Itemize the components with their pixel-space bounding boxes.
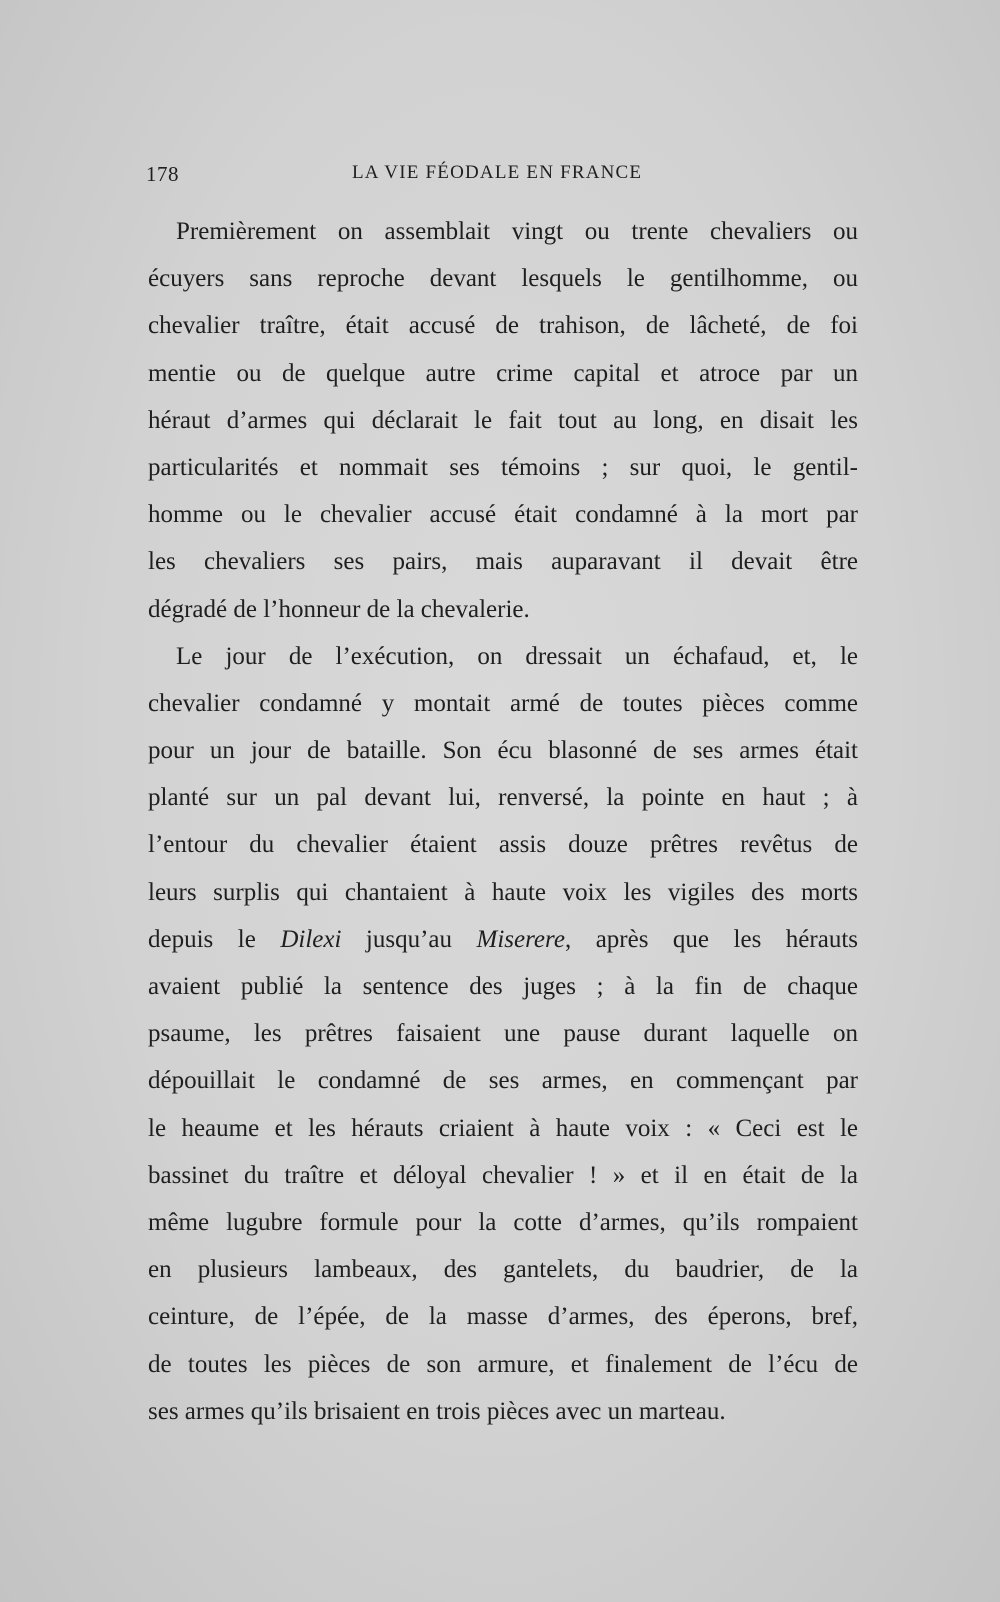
text-fragment: jusqu’au bbox=[341, 925, 477, 953]
text-line: héraut d’armes qui déclarait le fait tout au long, en disait les bbox=[148, 406, 858, 434]
text-line: planté sur un pal devant lui, renversé, la pointe en haut ; à bbox=[148, 784, 858, 812]
text-line: chevalier traître, était accusé de trahison, de lâcheté, de foi bbox=[148, 312, 858, 340]
text-line: de toutes les pièces de son armure, et finalement de l’écu de bbox=[148, 1350, 858, 1378]
text-line: l’entour du chevalier étaient assis douze prêtres revêtus de bbox=[148, 831, 858, 859]
text-line: avaient publié la sentence des juges ; à la fin de chaque bbox=[148, 973, 858, 1000]
text-line: même lugubre formule pour la cotte d’armes, qu’ils rompaient bbox=[148, 1208, 858, 1236]
text-line: ses armes qu’ils brisaient en trois pièces avec un marteau. bbox=[148, 1397, 726, 1425]
text-fragment: , après que les hérauts bbox=[564, 925, 858, 953]
text-line: pour un jour de bataille. Son écu blasonné de ses armes était bbox=[148, 737, 858, 765]
text-line: psaume, les prêtres faisaient une pause durant laquelle on bbox=[148, 1020, 858, 1048]
text-line: en plusieurs lambeaux, des gantelets, du baudrier, de la bbox=[148, 1256, 858, 1284]
text-line: le heaume et les hérauts criaient à haute voix : « Ceci est le bbox=[148, 1114, 858, 1142]
text-fragment: depuis le bbox=[148, 925, 281, 953]
text-line: ceinture, de l’épée, de la masse d’armes, des éperons, bref, bbox=[148, 1303, 858, 1331]
text-line: dégradé de l’honneur de la chevalerie. bbox=[148, 595, 530, 623]
text-line: Premièrement on assemblait vingt ou trente chevaliers ou bbox=[176, 218, 858, 245]
running-title: LA VIE FÉODALE EN FRANCE bbox=[352, 162, 643, 183]
text-line: dépouillait le condamné de ses armes, en commençant par bbox=[148, 1067, 858, 1095]
text-line: écuyers sans reproche devant lesquels le gentilhomme, ou bbox=[148, 265, 858, 293]
text-line-with-italics bbox=[148, 916, 858, 963]
text-line: chevalier condamné y montait armé de toutes pièces comme bbox=[148, 689, 858, 717]
text-line: leurs surplis qui chantaient à haute voix les vigiles des morts bbox=[148, 878, 858, 906]
text-line: les chevaliers ses pairs, mais auparavant il devait être bbox=[148, 548, 858, 576]
running-head bbox=[146, 162, 666, 192]
italic-term-dilexi: Dilexi bbox=[280, 925, 342, 953]
page-number: 178 bbox=[146, 162, 179, 186]
text-line: homme ou le chevalier accusé était condamné à la mort par bbox=[148, 501, 858, 529]
text-line: particularités et nommait ses témoins ; sur quoi, le gentil- bbox=[148, 453, 858, 481]
italic-term-miserere: Miserere bbox=[476, 925, 565, 953]
text-line: mentie ou de quelque autre crime capital et atroce par un bbox=[148, 359, 858, 387]
text-line: Le jour de l’exécution, on dressait un échafaud, et, le bbox=[176, 642, 858, 670]
body-text bbox=[148, 208, 858, 1435]
text-line: bassinet du traître et déloyal chevalier ! » et il en était de la bbox=[148, 1161, 858, 1189]
